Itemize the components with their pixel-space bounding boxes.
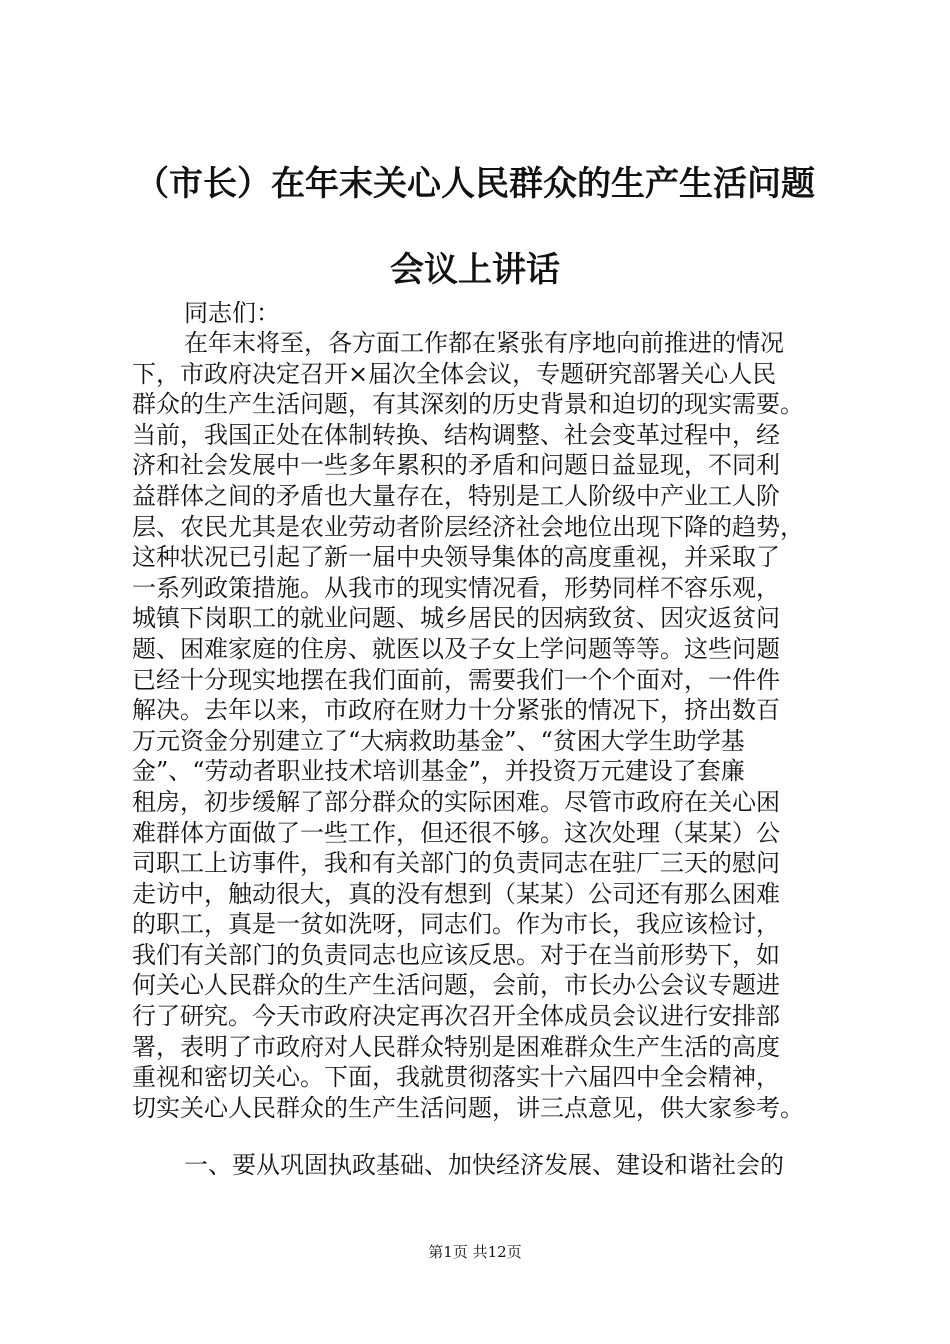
page-footer: [0, 1242, 950, 1262]
paragraph-line: 难群体方面做了一些工作，但还很不够。这次处理（某某）公: [132, 818, 780, 847]
paragraph-line: 这种状况已引起了新一届中央领导集体的高度重视，并采取了: [132, 543, 780, 572]
paragraph-line: 署，表明了市政府对人民群众特别是困难群众生产生活的高度: [132, 1032, 780, 1061]
body-paragraph: [132, 328, 832, 1123]
paragraph-line: 行了研究。今天市政府决定再次召开全体成员会议进行安排部: [132, 1002, 780, 1031]
paragraph-line: 租房，初步缓解了部分群众的实际困难。尽管市政府在关心困: [132, 787, 780, 816]
paragraph-line: 切实关心人民群众的生产生活问题，讲三点意见，供大家参考。: [132, 1093, 804, 1122]
paragraph-line: 司职工上访事件，我和有关部门的负责同志在驻厂三天的慰问: [132, 849, 780, 878]
paragraph-line: 何关心人民群众的生产生活问题，会前，市长办公会议专题进: [132, 971, 780, 1000]
paragraph-line: 走访中，触动很大，真的没有想到（某某）公司还有那么困难: [132, 879, 780, 908]
paragraph-line: 题、困难家庭的住房、就医以及子女上学问题等等。这些问题: [132, 634, 780, 663]
section-heading: 一、要从巩固执政基础、加快经济发展、建设和谐社会的: [184, 1151, 784, 1179]
paragraph-line: 当前，我国正处在体制转换、结构调整、社会变革过程中，经: [132, 420, 780, 449]
paragraph-line: 群众的生产生活问题，有其深刻的历史背景和迫切的现实需要。: [132, 390, 804, 419]
paragraph-line: 在年末将至，各方面工作都在紧张有序地向前推进的情况: [184, 329, 784, 357]
paragraph-line: 一系列政策措施。从我市的现实情况看，形势同样不容乐观，: [132, 573, 780, 602]
paragraph-line: 层、农民尤其是农业劳动者阶层经济社会地位出现下降的趋势，: [132, 512, 804, 541]
page-number: 第1页 共12页: [428, 1243, 522, 1261]
paragraph-line: 已经十分现实地摆在我们面前，需要我们一个个面对，一件件: [132, 665, 780, 694]
paragraph-line: 我们有关部门的负责同志也应该反思。对于在当前形势下，如: [132, 940, 780, 969]
paragraph-line: 万元资金分别建立了“大病救助基金”、“贫困大学生助学基: [132, 726, 745, 755]
paragraph-line: 城镇下岗职工的就业问题、城乡居民的因病致贫、因灾返贫问: [132, 604, 780, 633]
paragraph-line: 金”、“劳动者职业技术培训基金”，并投资万元建设了套廉: [132, 757, 745, 786]
paragraph-line: 益群体之间的矛盾也大量存在，特别是工人阶级中产业工人阶: [132, 481, 780, 510]
paragraph-line: 济和社会发展中一些多年累积的矛盾和问题日益显现，不同利: [132, 451, 780, 480]
paragraph-line: 下，市政府决定召开×届次全体会议，专题研究部署关心人民: [132, 359, 777, 388]
greeting: 同志们：: [184, 299, 280, 327]
page-title-line-1: （市长）在年末关心人民群众的生产生活问题: [135, 164, 815, 204]
paragraph-line: 重视和密切关心。下面，我就贯彻落实十六届四中全会精神，: [132, 1063, 780, 1092]
paragraph-line: 的职工，真是一贫如洗呀，同志们。作为市长，我应该检讨，: [132, 910, 780, 939]
page-title-line-2: 会议上讲话: [390, 250, 560, 290]
paragraph-line: 解决。去年以来，市政府在财力十分紧张的情况下，挤出数百: [132, 696, 780, 725]
